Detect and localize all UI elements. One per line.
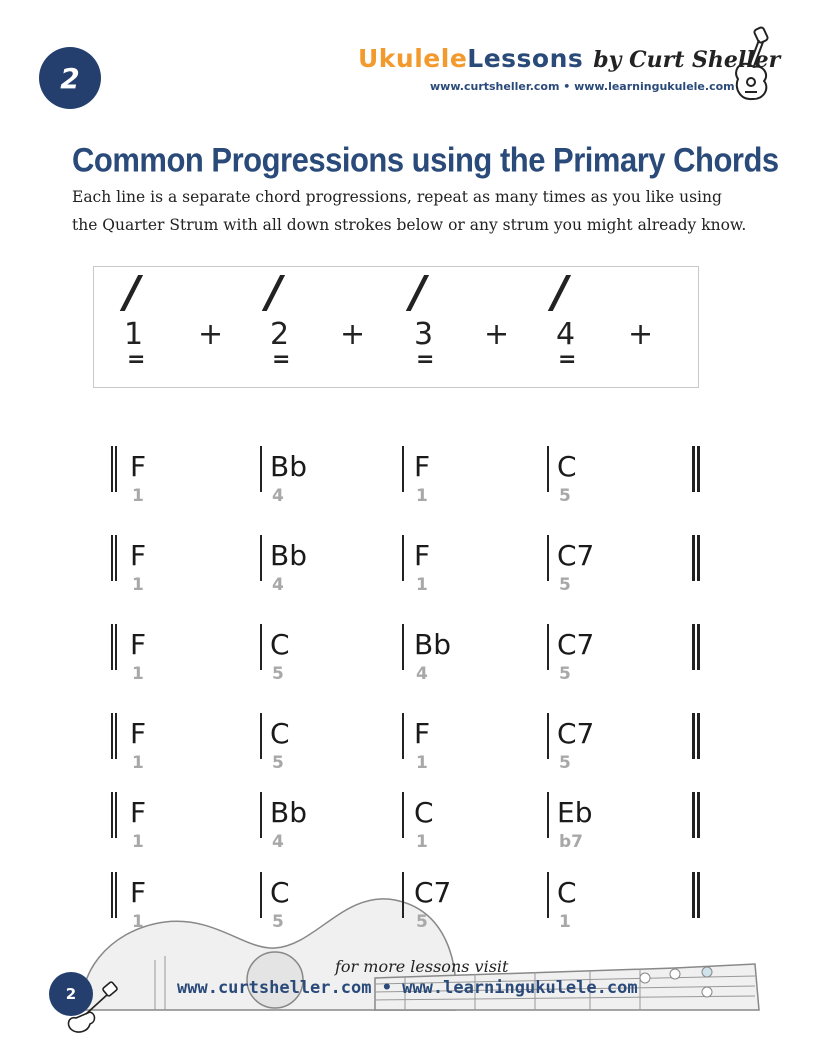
chord-name: C: [270, 876, 290, 909]
strum-slash: /: [124, 267, 141, 318]
chord-degree: 4: [272, 832, 284, 852]
chord-name: C7: [557, 539, 595, 572]
downstroke-mark: =: [558, 347, 577, 372]
chord-name: C: [270, 717, 290, 750]
repeat-bar-start: [115, 624, 117, 670]
chord-degree: b7: [559, 832, 583, 852]
strum-count: 4: [556, 317, 576, 352]
repeat-bar-end: [692, 624, 695, 670]
measure-bar: [402, 792, 404, 838]
repeat-bar-start: [111, 713, 113, 759]
chord-name: C: [414, 796, 434, 829]
chord-name: C7: [557, 628, 595, 661]
chord-name: C7: [557, 717, 595, 750]
chord-degree: 1: [132, 486, 144, 506]
repeat-bar-start: [111, 535, 113, 581]
footer-visit-text: for more lessons visit: [335, 957, 509, 976]
strum-count: +: [198, 317, 224, 352]
footer-page-badge: 2: [49, 972, 93, 1016]
chord-name: F: [130, 539, 147, 572]
measure-bar: [547, 535, 549, 581]
measure-bar: [260, 535, 262, 581]
repeat-bar-end: [692, 713, 695, 759]
repeat-bar-start: [111, 446, 113, 492]
page-title: Common Progressions using the Primary Chords: [72, 140, 779, 180]
measure-bar: [260, 446, 262, 492]
brand-author-text: by Curt Sheller: [593, 47, 781, 73]
strum-count: +: [340, 317, 366, 352]
chord-degree: 1: [416, 753, 428, 773]
repeat-bar-end: [697, 792, 700, 838]
strum-slash: /: [410, 267, 427, 318]
chord-name: F: [130, 796, 147, 829]
strum-slash: /: [552, 267, 569, 318]
strum-count: 2: [270, 317, 290, 352]
strum-slash: /: [266, 267, 283, 318]
chord-name: F: [130, 450, 147, 483]
repeat-bar-start: [115, 872, 117, 918]
measure-bar: [402, 713, 404, 759]
repeat-bar-end: [692, 535, 695, 581]
repeat-bar-start: [115, 535, 117, 581]
repeat-bar-end: [692, 792, 695, 838]
chord-name: F: [130, 628, 147, 661]
chord-degree: 5: [559, 575, 571, 595]
chord-name: Bb: [270, 796, 307, 829]
footer-urls: www.curtsheller.com • www.learningukulele.com: [177, 978, 638, 998]
chord-degree: 5: [559, 486, 571, 506]
measure-bar: [547, 446, 549, 492]
repeat-bar-end: [692, 446, 695, 492]
chord-degree: 4: [272, 575, 284, 595]
repeat-bar-end: [697, 872, 700, 918]
chord-degree: 5: [559, 664, 571, 684]
chord-name: Bb: [414, 628, 451, 661]
chord-name: F: [414, 539, 431, 572]
downstroke-mark: =: [127, 347, 146, 372]
chord-name: Eb: [557, 796, 593, 829]
measure-bar: [260, 713, 262, 759]
strum-count: +: [628, 317, 654, 352]
brand-ukulele-text: Ukulele: [358, 44, 468, 73]
chord-degree: 1: [416, 832, 428, 852]
chord-degree: 5: [416, 912, 428, 932]
chord-degree: 5: [272, 753, 284, 773]
chord-degree: 4: [416, 664, 428, 684]
repeat-bar-end: [697, 624, 700, 670]
chord-degree: 1: [559, 912, 571, 932]
chord-degree: 1: [132, 832, 144, 852]
page-number-badge: 2: [39, 47, 101, 109]
repeat-bar-end: [692, 872, 695, 918]
chord-name: F: [414, 450, 431, 483]
chord-degree: 1: [416, 486, 428, 506]
measure-bar: [547, 792, 549, 838]
chord-degree: 1: [132, 912, 144, 932]
measure-bar: [547, 713, 549, 759]
measure-bar: [547, 872, 549, 918]
strum-count: 1: [124, 317, 144, 352]
chord-degree: 1: [132, 753, 144, 773]
chord-name: F: [414, 717, 431, 750]
repeat-bar-end: [697, 446, 700, 492]
chord-name: C: [270, 628, 290, 661]
footer-ukulele-icon: [62, 978, 120, 1034]
measure-bar: [260, 792, 262, 838]
repeat-bar-end: [697, 535, 700, 581]
chord-name: Bb: [270, 539, 307, 572]
strum-count: +: [484, 317, 510, 352]
chord-degree: 4: [272, 486, 284, 506]
chord-degree: 5: [272, 912, 284, 932]
brand-lessons-text: Lessons: [467, 44, 584, 73]
chord-name: C7: [414, 876, 452, 909]
chord-name: C: [557, 876, 577, 909]
strum-count: 3: [414, 317, 434, 352]
chord-degree: 5: [272, 664, 284, 684]
repeat-bar-start: [111, 792, 113, 838]
repeat-bar-end: [697, 713, 700, 759]
chord-degree: 1: [132, 664, 144, 684]
repeat-bar-start: [111, 624, 113, 670]
repeat-bar-start: [115, 446, 117, 492]
measure-bar: [547, 624, 549, 670]
measure-bar: [402, 872, 404, 918]
measure-bar: [260, 872, 262, 918]
chord-degree: 5: [559, 753, 571, 773]
downstroke-mark: =: [272, 347, 291, 372]
chord-name: F: [130, 717, 147, 750]
repeat-bar-start: [115, 713, 117, 759]
measure-bar: [402, 535, 404, 581]
repeat-bar-start: [115, 792, 117, 838]
chord-name: F: [130, 876, 147, 909]
chord-degree: 1: [132, 575, 144, 595]
measure-bar: [402, 446, 404, 492]
chord-name: Bb: [270, 450, 307, 483]
header-urls: www.curtsheller.com • www.learningukulele.com: [430, 80, 735, 93]
chord-name: C: [557, 450, 577, 483]
measure-bar: [260, 624, 262, 670]
repeat-bar-start: [111, 872, 113, 918]
downstroke-mark: =: [416, 347, 435, 372]
intro-paragraph: Each line is a separate chord progressions, repeat as many times as you like using the Quarter Strum with all down strokes below or any strum you might already know.: [72, 188, 747, 234]
chord-degree: 1: [416, 575, 428, 595]
measure-bar: [402, 624, 404, 670]
